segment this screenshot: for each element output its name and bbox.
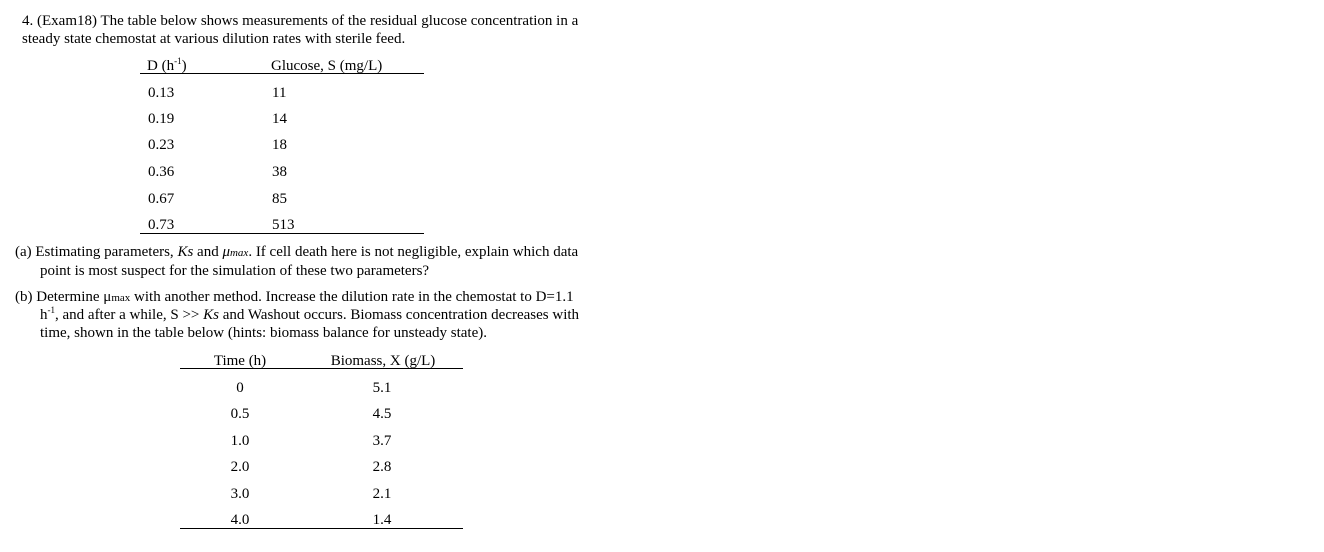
part-b-line-3: time, shown in the table below (hints: biomass balance for unsteady state). bbox=[40, 325, 487, 341]
table1-cell-d: 0.36 bbox=[148, 164, 175, 180]
table2-cell-time: 2.0 bbox=[230, 459, 250, 475]
part-a-line-1: (a) Estimating parameters, Ks and μmax. If cell death here is not negligible, explain which data bbox=[15, 244, 579, 260]
table2-cell-biomass: 3.7 bbox=[372, 433, 392, 449]
table2-header-time: Time (h) bbox=[213, 353, 267, 369]
table2-bottom-rule bbox=[180, 528, 463, 529]
question-intro-line-1: 4. (Exam18) The table below shows measurements of the residual glucose concentration in a bbox=[22, 13, 579, 29]
table2-cell-biomass: 1.4 bbox=[372, 512, 392, 528]
table1-cell-d: 0.67 bbox=[148, 191, 175, 207]
question-intro-line-2: steady state chemostat at various dilution rates with sterile feed. bbox=[22, 31, 406, 47]
table2-cell-biomass: 2.1 bbox=[372, 486, 392, 502]
table1-cell-s: 11 bbox=[272, 85, 287, 101]
table1-cell-s: 14 bbox=[272, 111, 287, 127]
part-a-line-2: point is most suspect for the simulation of these two parameters? bbox=[40, 263, 430, 279]
table2-header-biomass: Biomass, X (g/L) bbox=[330, 353, 436, 369]
part-b-line-1: (b) Determine μmax with another method. Increase the dilution rate in the chemostat to D=1.1 bbox=[15, 289, 574, 305]
table2-cell-biomass: 5.1 bbox=[372, 380, 392, 396]
part-b-line-2: $h^{-1}$, and after a while, S >> Ks and Washout occurs. Biomass concentration decreases with bbox=[40, 305, 580, 323]
table2-cell-time: 4.0 bbox=[230, 512, 250, 528]
table1-header-dilution: D $(h^{-1})$ bbox=[147, 56, 187, 74]
table2-cell-biomass: 2.8 bbox=[372, 459, 392, 475]
table1-cell-d: 0.73 bbox=[148, 217, 175, 233]
table1-cell-d: 0.13 bbox=[148, 85, 175, 101]
table2-cell-time: 3.0 bbox=[230, 486, 250, 502]
table1-cell-s: 38 bbox=[272, 164, 287, 180]
table2-cell-biomass: 4.5 bbox=[372, 406, 392, 422]
table2-cell-time: 1.0 bbox=[230, 433, 250, 449]
table1-cell-s: 18 bbox=[272, 137, 287, 153]
table1-cell-d: 0.23 bbox=[148, 137, 175, 153]
table1-cell-s: 85 bbox=[272, 191, 287, 207]
table2-cell-time: 0 bbox=[236, 380, 244, 396]
table1-bottom-rule bbox=[140, 233, 424, 234]
table1-cell-d: 0.19 bbox=[148, 111, 175, 127]
table1-header-glucose: Glucose, S (mg/L) bbox=[271, 58, 383, 74]
table2-cell-time: 0.5 bbox=[230, 406, 250, 422]
table1-cell-s: 513 bbox=[272, 217, 295, 233]
